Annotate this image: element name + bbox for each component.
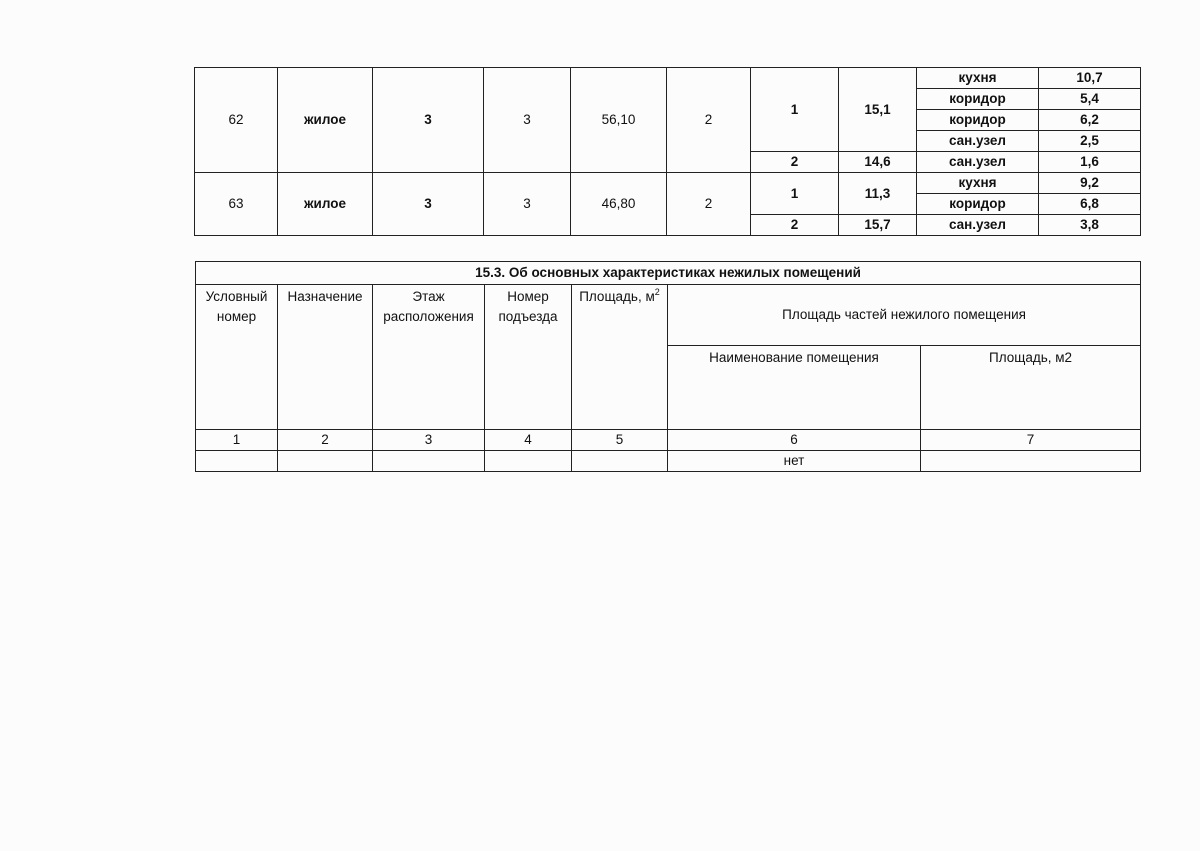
part-name: сан.узел [917, 152, 1039, 173]
room-area: 14,6 [839, 152, 917, 173]
section-title: 15.3. Об основных характеристиках нежилых помещений [196, 262, 1141, 285]
header-entrance: Номер подъезда [485, 285, 572, 430]
col-number: 3 [373, 430, 485, 451]
apt-purpose: жилое [278, 173, 373, 236]
empty-cell [921, 451, 1141, 472]
header-part-name: Наименование помещения [668, 346, 921, 430]
part-name: сан.узел [917, 215, 1039, 236]
part-name: кухня [917, 68, 1039, 89]
room-area: 11,3 [839, 173, 917, 215]
part-name: коридор [917, 194, 1039, 215]
apt-area: 56,10 [571, 68, 667, 173]
part-area: 10,7 [1039, 68, 1141, 89]
room-area: 15,7 [839, 215, 917, 236]
apt-number: 63 [195, 173, 278, 236]
part-name: кухня [917, 173, 1039, 194]
nonresidential-table [195, 261, 1141, 472]
apt-rooms-count: 2 [667, 173, 751, 236]
room-number: 2 [751, 152, 839, 173]
empty-cell [196, 451, 278, 472]
header-area-sup: 2 [654, 287, 660, 297]
header-floor: Этаж расположения [373, 285, 485, 430]
empty-cell [278, 451, 373, 472]
part-name: сан.узел [917, 131, 1039, 152]
apt-floor: 3 [373, 68, 484, 173]
apt-area: 46,80 [571, 173, 667, 236]
empty-value: нет [668, 451, 921, 472]
col-number: 1 [196, 430, 278, 451]
empty-cell [485, 451, 572, 472]
apt-floor: 3 [373, 173, 484, 236]
col-number: 2 [278, 430, 373, 451]
part-area: 6,2 [1039, 110, 1141, 131]
apt-entrance: 3 [484, 173, 571, 236]
apt-purpose: жилое [278, 68, 373, 173]
part-area: 2,5 [1039, 131, 1141, 152]
part-area: 5,4 [1039, 89, 1141, 110]
header-number: Условный номер [196, 285, 278, 430]
header-area [572, 285, 668, 430]
header-parts: Площадь частей нежилого помещения [668, 285, 1141, 346]
header-purpose: Назначение [278, 285, 373, 430]
room-number: 1 [751, 68, 839, 152]
table-row [196, 262, 1141, 285]
table-row [196, 451, 1141, 472]
apt-number: 62 [195, 68, 278, 173]
col-number: 5 [572, 430, 668, 451]
table-row [196, 430, 1141, 451]
apt-rooms-count: 2 [667, 68, 751, 173]
table-row [195, 68, 1141, 89]
col-number: 7 [921, 430, 1141, 451]
room-number: 1 [751, 173, 839, 215]
room-number: 2 [751, 215, 839, 236]
header-part-area: Площадь, м2 [921, 346, 1141, 430]
part-name: коридор [917, 89, 1039, 110]
col-number: 6 [668, 430, 921, 451]
apt-entrance: 3 [484, 68, 571, 173]
empty-cell [373, 451, 485, 472]
table-row [195, 173, 1141, 194]
part-name: коридор [917, 110, 1039, 131]
part-area: 9,2 [1039, 173, 1141, 194]
table-row [196, 285, 1141, 346]
apartments-table [194, 67, 1141, 236]
empty-cell [572, 451, 668, 472]
part-area: 1,6 [1039, 152, 1141, 173]
part-area: 3,8 [1039, 215, 1141, 236]
room-area: 15,1 [839, 68, 917, 152]
header-area-text: Площадь, м [579, 289, 655, 304]
part-area: 6,8 [1039, 194, 1141, 215]
col-number: 4 [485, 430, 572, 451]
